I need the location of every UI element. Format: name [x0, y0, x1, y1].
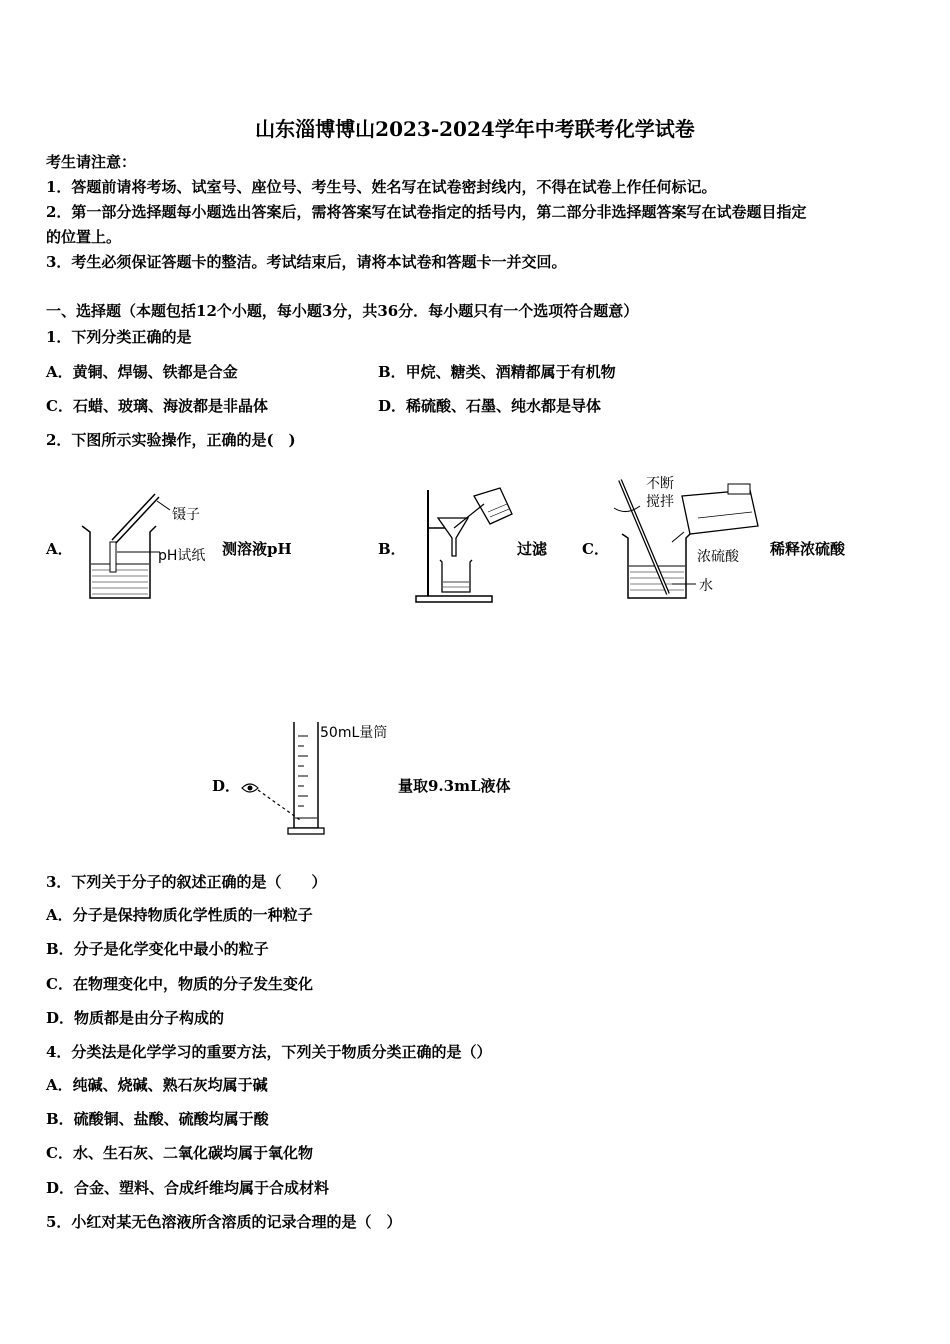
notice-line-3: 3．考生必须保证答题卡的整洁。考试结束后，请将本试卷和答题卡一并交回。 [46, 253, 567, 271]
ph-paper-label: pH试纸 [158, 548, 206, 564]
filtration-illustration [412, 482, 522, 607]
q2-option-c-letter: C． [582, 540, 609, 558]
q2-stem: 2．下图所示实验操作，正确的是( ) [46, 431, 296, 449]
q4-option-c: C．水、生石灰、二氧化碳均属于氧化物 [46, 1144, 313, 1162]
notice-line-1: 1．答题前请将考场、试室号、座位号、考生号、姓名写在试卷密封线内，不得在试卷上作任何标记。 [46, 178, 717, 196]
q2-option-b-letter: B． [378, 540, 406, 558]
q1-option-c: C．石蜡、玻璃、海波都是非晶体 [46, 397, 268, 415]
q1-option-b: B．甲烷、糖类、酒精都属于有机物 [378, 363, 616, 381]
q2-option-b-caption: 过滤 [517, 540, 548, 558]
q3-option-c: C．在物理变化中，物质的分子发生变化 [46, 975, 313, 993]
q5-stem: 5．小红对某无色溶液所含溶质的记录合理的是（ ） [46, 1213, 402, 1231]
page-title: 山东淄博博山2023-2024学年中考联考化学试卷 [255, 117, 695, 141]
q4-option-b: B．硫酸铜、盐酸、硫酸均属于酸 [46, 1110, 269, 1128]
dilution-illustration [610, 476, 770, 606]
q1-option-d: D．稀硫酸、石墨、纯水都是导体 [378, 397, 602, 415]
notice-heading: 考生请注意： [46, 153, 137, 171]
q3-stem: 3．下列关于分子的叙述正确的是（ ） [46, 873, 327, 891]
q2-option-d-caption: 量取9.3mL液体 [398, 777, 511, 795]
q3-option-b: B．分子是化学变化中最小的粒子 [46, 940, 269, 958]
q2-option-c-caption: 稀释浓硫酸 [770, 540, 846, 558]
q3-option-d: D．物质都是由分子构成的 [46, 1009, 225, 1027]
notice-line-2: 2．第一部分选择题每小题选出答案后，需将答案写在试卷指定的括号内，第二部分非选择题答案写在试卷题目指定 [46, 203, 807, 221]
stir-label-2: 搅拌 [646, 494, 674, 510]
stir-label-1: 不断 [646, 476, 674, 492]
q2-option-d-letter: D． [212, 777, 241, 795]
q2-option-a-caption: 测溶液pH [222, 540, 292, 558]
cylinder-label: 50mL量筒 [320, 725, 388, 741]
q3-option-a: A．分子是保持物质化学性质的一种粒子 [46, 906, 313, 924]
q2-option-a-letter: A． [46, 540, 73, 558]
acid-label: 浓硫酸 [697, 549, 739, 565]
section-heading: 一、选择题（本题包括12个小题，每小题3分，共36分．每小题只有一个选项符合题意） [46, 302, 639, 320]
tweezers-label: 镊子 [172, 507, 200, 523]
q1-option-a: A．黄铜、焊锡、铁都是合金 [46, 363, 238, 381]
q4-option-a: A．纯碱、烧碱、熟石灰均属于碱 [46, 1076, 268, 1094]
water-label: 水 [699, 578, 713, 594]
notice-line-2-cont: 的位置上。 [46, 228, 122, 246]
q4-stem: 4．分类法是化学学习的重要方法，下列关于物质分类正确的是（） [46, 1043, 492, 1061]
q4-option-d: D．合金、塑料、合成纤维均属于合成材料 [46, 1179, 330, 1197]
q1-stem: 1．下列分类正确的是 [46, 328, 192, 346]
